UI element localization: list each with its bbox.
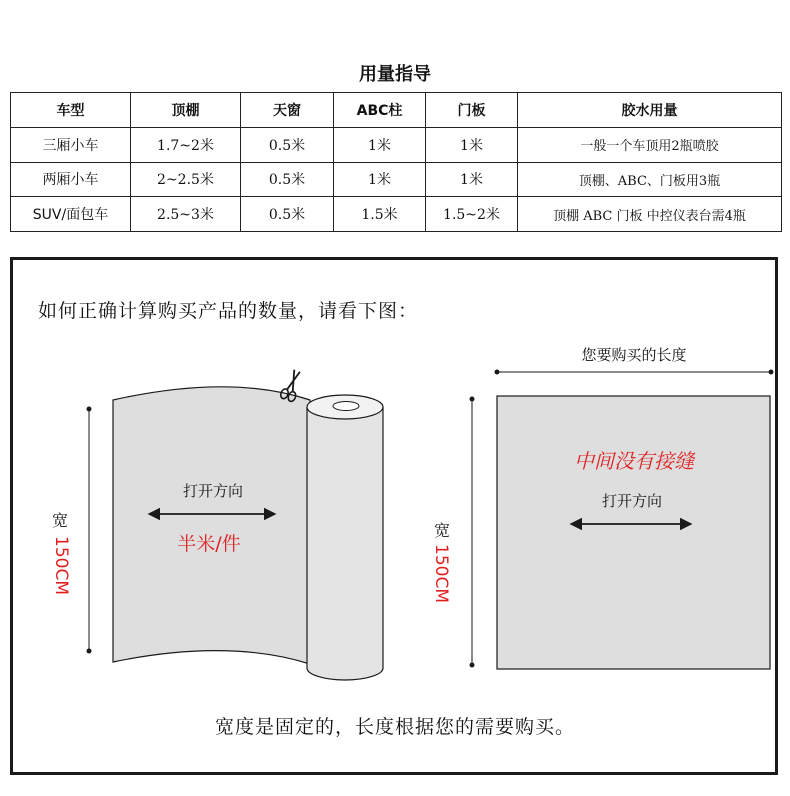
unrolled-sheet xyxy=(113,387,310,664)
left-width-label: 宽 xyxy=(51,511,69,530)
table-cell: 2.5~3米 xyxy=(131,197,241,232)
table-cell: 1米 xyxy=(426,162,518,197)
header-cell: 门板 xyxy=(426,93,518,128)
roll-core xyxy=(333,402,359,411)
length-label: 您要购买的长度 xyxy=(581,346,687,364)
left-figure xyxy=(51,368,383,680)
roll-body xyxy=(307,407,383,680)
page-title: 用量指导 xyxy=(359,64,431,85)
flat-sheet xyxy=(497,396,770,669)
seamless-label: 中间没有接缝 xyxy=(574,449,694,473)
table-cell: 2~2.5米 xyxy=(131,162,241,197)
header-cell: ABC柱 xyxy=(334,93,426,128)
table-cell: 1米 xyxy=(426,127,518,162)
footer-note: 宽度是固定的，长度根据您的需要购买。 xyxy=(214,716,575,738)
left-width-value: 150CM xyxy=(51,536,71,595)
header-cell: 胶水用量 xyxy=(518,93,782,128)
vehicle-cell: SUV/面包车 xyxy=(11,197,131,232)
header-cell: 车型 xyxy=(11,93,131,128)
right-width-dimension xyxy=(470,397,475,668)
table-cell: 1.5~2米 xyxy=(426,197,518,232)
right-figure xyxy=(431,346,774,669)
table-cell: 0.5米 xyxy=(241,197,334,232)
table-cell: 0.5米 xyxy=(241,162,334,197)
table-cell: 1.5米 xyxy=(334,197,426,232)
right-direction-label: 打开方向 xyxy=(601,492,663,510)
right-width-value: 150CM xyxy=(431,544,451,603)
left-unit-label: 半米/件 xyxy=(177,533,241,555)
header-cell: 天窗 xyxy=(241,93,334,128)
header-cell: 顶棚 xyxy=(131,93,241,128)
left-width-dimension xyxy=(87,407,92,654)
instruction-question: 如何正确计算购买产品的数量，请看下图： xyxy=(38,300,419,322)
table-cell: 1米 xyxy=(334,127,426,162)
table-cell: 1.7~2米 xyxy=(131,127,241,162)
vehicle-cell: 三厢小车 xyxy=(11,127,131,162)
table-cell: 0.5米 xyxy=(241,127,334,162)
vehicle-cell: 两厢小车 xyxy=(11,162,131,197)
glue-cell: 顶棚、ABC、门板用3瓶 xyxy=(518,162,782,197)
glue-cell: 一般一个车顶用2瓶喷胶 xyxy=(518,127,782,162)
right-width-label: 宽 xyxy=(433,521,451,540)
glue-cell: 顶棚 ABC 门板 中控仪表台需4瓶 xyxy=(518,197,782,232)
table-cell: 1米 xyxy=(334,162,426,197)
left-direction-label: 打开方向 xyxy=(182,482,244,500)
length-dimension xyxy=(495,370,774,375)
